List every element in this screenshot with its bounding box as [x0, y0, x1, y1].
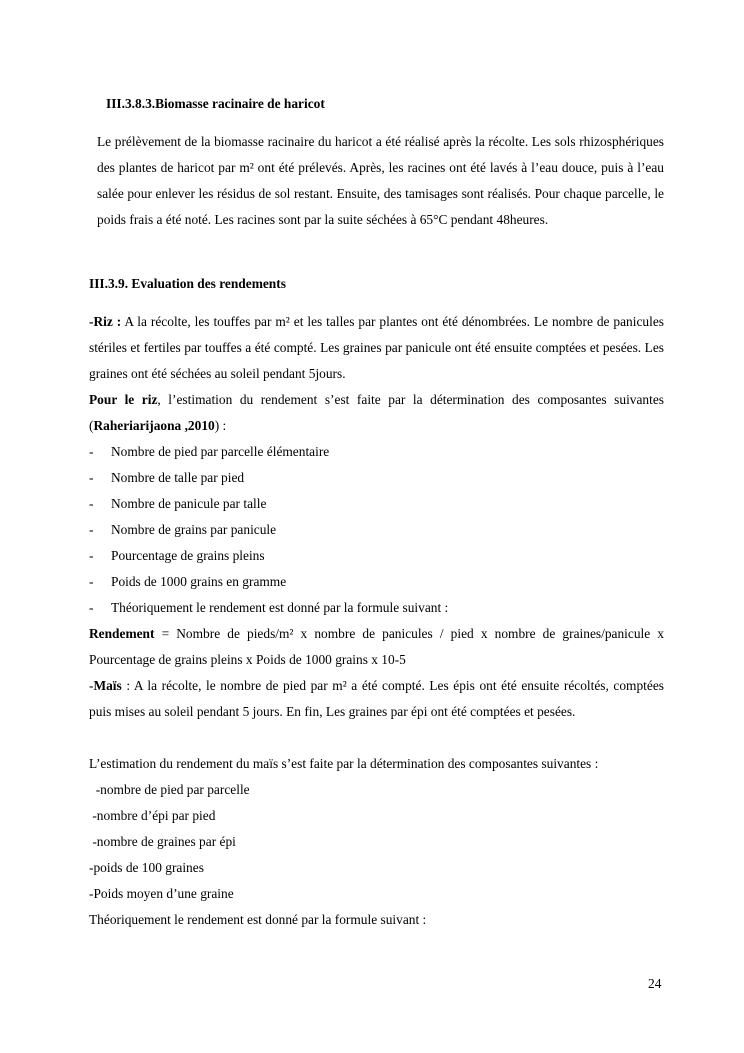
formula-label: Rendement	[89, 626, 155, 641]
list-item: - Nombre de grains par panicule	[0, 517, 744, 543]
formula-text: = Nombre de pieds/m² x nombre de panicules / pied x nombre de graines/panicule x Pourcentage de grains pleins x Poids de 1000 grains x 10-5	[89, 626, 664, 667]
list-marker: -	[89, 548, 94, 563]
page-number: 24	[648, 976, 662, 991]
riz-estimation-text-b: ) :	[214, 418, 227, 433]
mais-estimation: L’estimation du rendement du maïs s’est faite par la détermination des composantes suivantes :	[89, 756, 599, 771]
formula-paragraph	[89, 621, 664, 673]
riz-text: A la récolte, les touffes par m² et les talles par plantes ont été dénombrées. Le nombre de panicules stériles et fertiles par touffes a été compté. Les graines par panicule ont été ensuite comptées et pesées. Les graines ont été séchées au soleil pendant 5jours.	[89, 314, 664, 381]
list-item: -poids de 100 graines	[89, 860, 204, 875]
list-item: - Nombre de talle par pied	[0, 465, 744, 491]
list-item: - Nombre de panicule par talle	[0, 491, 744, 517]
list-marker: -	[89, 470, 94, 485]
list-marker: -	[89, 574, 94, 589]
mais-prefix: -	[89, 678, 94, 693]
list-item: - Nombre de pied par parcelle élémentaire	[0, 439, 744, 465]
list-item: -nombre d’épi par pied	[89, 808, 216, 823]
mais-paragraph	[89, 673, 664, 725]
list-marker: -	[89, 600, 94, 615]
list-marker: -	[89, 444, 94, 459]
list-item: -nombre de graines par épi	[89, 834, 236, 849]
citation: Raheriarijaona ,2010	[93, 418, 215, 433]
mais-label: Maïs	[93, 678, 122, 693]
list-item: - Poids de 1000 grains en gramme	[0, 569, 744, 595]
riz-label: -Riz :	[89, 314, 122, 329]
biomass-paragraph: Le prélèvement de la biomasse racinaire du haricot a été réalisé après la récolte. Les sols rhizosphériques des plantes de haricot par m² ont été prélevés. Après, les racines ont été lavés à l’eau douce, puis à l’eau salée pour enlever les résidus de sol restant. Ensuite, des tamisages sont réalisés. Pour chaque parcelle, le poids frais a été noté. Les racines sont par la suite séchées à 65°C pendant 48heures.	[97, 134, 664, 227]
section-heading-3-8-3: III.3.8.3.Biomasse racinaire de haricot	[106, 96, 325, 111]
riz-paragraph	[89, 309, 664, 387]
list-marker: -	[89, 496, 94, 511]
list-item: -nombre de pied par parcelle	[89, 782, 250, 797]
mais-text: : A la récolte, le nombre de pied par m² a été compté. Les épis ont été ensuite récoltés, comptées puis mises au soleil pendant 5 jours. En fin, Les graines par épi ont été comptées et pesées.	[89, 678, 664, 719]
section-heading-3-9: III.3.9. Evaluation des rendements	[89, 276, 286, 291]
list-item: -Poids moyen d’une graine	[89, 886, 234, 901]
riz-estimation-paragraph	[89, 387, 664, 439]
riz-estimation-text-a: , l’estimation du rendement s’est faite par la détermination des composantes suivantes (	[89, 392, 664, 433]
list-item: - Pourcentage de grains pleins	[0, 543, 744, 569]
list-item: - Théoriquement le rendement est donné par la formule suivant :	[0, 595, 744, 621]
closing-line: Théoriquement le rendement est donné par la formule suivant :	[89, 912, 427, 927]
riz-estimation-label: Pour le riz	[89, 392, 158, 407]
list-marker: -	[89, 522, 94, 537]
